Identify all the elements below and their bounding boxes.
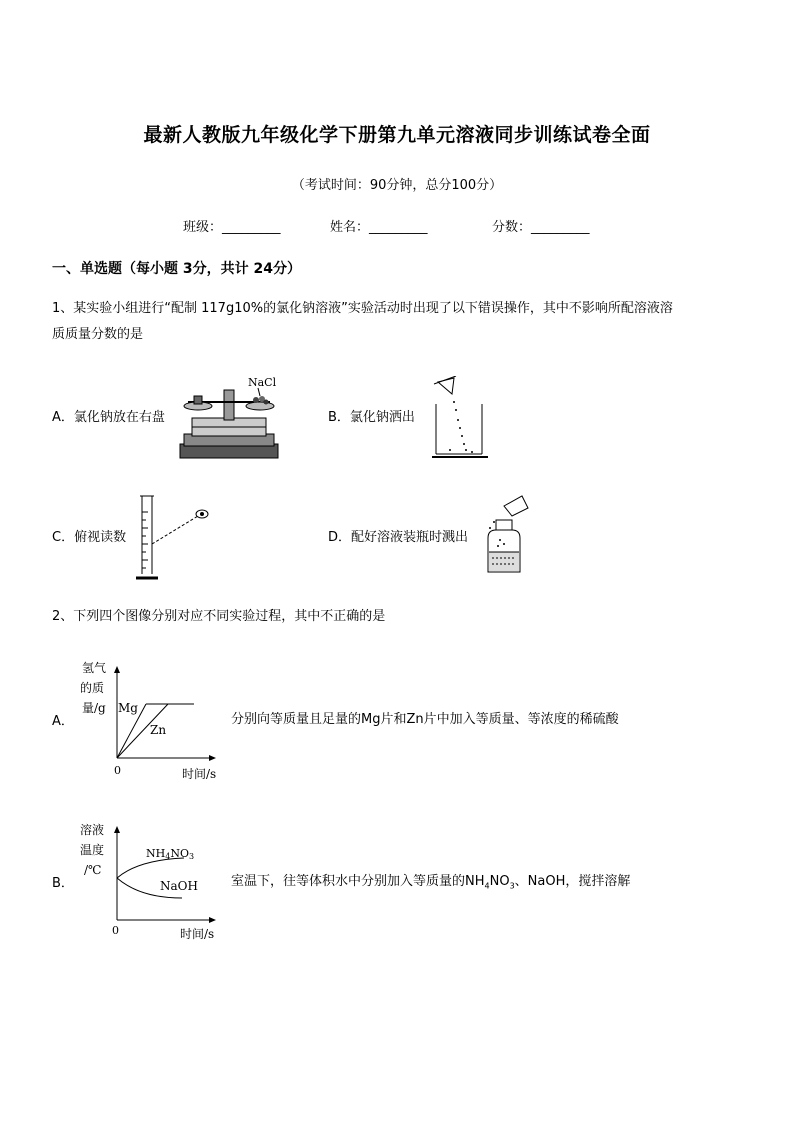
origin-label: 0 <box>112 924 119 937</box>
class-label: 班级： <box>183 220 223 235</box>
q1-option-b[interactable] <box>328 406 415 425</box>
q1-option-c[interactable] <box>52 526 126 545</box>
section-heading: 一、单选题（每小题 3分，共计 24分） <box>52 261 301 277</box>
option-letter: C． <box>52 530 75 545</box>
option-text: 配好溶液装瓶时溅出 <box>351 530 469 545</box>
text-mid: NO <box>489 874 510 889</box>
score-label: 分数： <box>492 220 532 235</box>
origin-label: 0 <box>114 764 121 777</box>
bottle-splash-figure <box>482 492 542 582</box>
option-letter: A． <box>52 410 74 425</box>
question-2: 2、下列四个图像分别对应不同实验过程，其中不正确的是 <box>52 609 386 624</box>
q2-option-b-text <box>231 870 630 891</box>
question-1-line-2: 质质量分数的是 <box>52 327 144 342</box>
option-letter: D． <box>328 530 352 545</box>
q1-option-a[interactable] <box>52 406 165 425</box>
solution-temperature-graph <box>76 820 226 944</box>
y-axis-label-line-1: 氢气 <box>82 661 107 675</box>
subscript-4: 4 <box>484 881 490 891</box>
question-1-line-1: 1、某实验小组进行“配制 117g10%的氯化钠溶液”实验活动时出现了以下错误操作，其中不影响所配溶液溶 <box>52 301 673 316</box>
exam-subtitle: （考试时间：90分钟，总分100分） <box>291 178 503 193</box>
q2-option-a-text: 分别向等质量且足量的Mg片和Zn片中加入等质量、等浓度的稀硫酸 <box>231 712 619 727</box>
option-letter: B． <box>328 410 350 425</box>
series-zn-label: Zn <box>150 723 167 737</box>
option-text: 俯视读数 <box>74 530 127 545</box>
y-axis-label-line-3: 量/g <box>82 701 106 715</box>
page-title: 最新人教版九年级化学下册第九单元溶液同步训练试卷全面 <box>143 124 651 146</box>
name-label: 姓名： <box>330 220 370 235</box>
balance-scale-figure <box>178 372 280 462</box>
series-naoh-label: NaOH <box>160 879 198 893</box>
q1-option-d[interactable] <box>328 526 468 545</box>
q2-option-a-letter[interactable]: A． <box>52 714 74 729</box>
class-field <box>183 216 281 235</box>
x-axis-label: 时间/s <box>182 767 217 781</box>
option-text: 氯化钠洒出 <box>349 410 415 425</box>
option-text: 氯化钠放在右盘 <box>73 410 165 425</box>
score-field <box>492 216 590 235</box>
nacl-label: NaCl <box>248 376 277 389</box>
subscript-3: 3 <box>509 881 515 891</box>
x-axis-label: 时间/s <box>180 927 215 941</box>
beaker-spill-figure <box>430 376 490 460</box>
text-prefix: 室温下，往等体积水中分别加入等质量的NH <box>231 874 485 889</box>
q2-option-b-letter[interactable]: B． <box>52 876 74 891</box>
name-blank: _________ <box>369 220 428 235</box>
class-blank: _________ <box>222 220 281 235</box>
text-suffix: 、NaOH，搅拌溶解 <box>514 874 631 889</box>
hydrogen-mass-graph <box>76 660 226 784</box>
name-field <box>330 216 428 235</box>
y-axis-label-line-1: 溶液 <box>80 823 105 837</box>
series-mg-label: Mg <box>118 701 138 715</box>
y-axis-label-line-2: 温度 <box>80 843 105 857</box>
graduated-cylinder-figure <box>132 492 212 582</box>
question-1 <box>52 296 752 348</box>
y-axis-label-line-2: 的质 <box>80 681 105 695</box>
y-axis-label-line-3: /℃ <box>84 863 102 877</box>
series-nh4no3-label: NH4NO3 <box>146 847 195 861</box>
score-blank: _________ <box>531 220 590 235</box>
